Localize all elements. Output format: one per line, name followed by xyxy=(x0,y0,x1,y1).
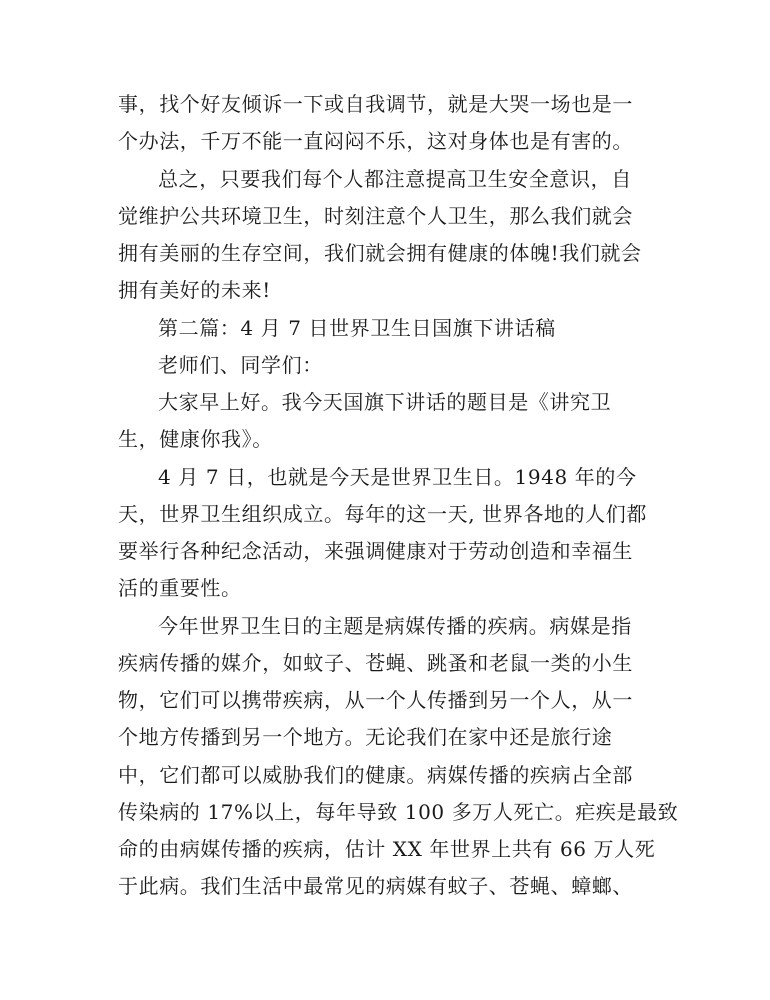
text-line: 个地方传播到另一个地方。无论我们在家中还是旅行途 xyxy=(118,725,613,749)
text-line: 中，它们都可以威胁我们的健康。病媒传播的疾病占全部 xyxy=(118,763,633,787)
text-line: 觉维护公共环境卫生，时刻注意个人卫生，那么我们就会 xyxy=(118,204,633,228)
text-line: 物，它们可以携带疾病，从一个人传播到另一个人，从一 xyxy=(118,688,633,712)
salutation: 老师们、同学们： xyxy=(158,353,323,377)
paragraph-start: 大家早上好。我今天国旗下讲话的题目是《讲究卫 xyxy=(158,390,612,414)
text-line: 事，找个好友倾诉一下或自我调节，就是大哭一场也是一 xyxy=(118,92,633,116)
paragraph-start: 今年世界卫生日的主题是病媒传播的疾病。病媒是指 xyxy=(158,614,632,638)
text-line: 个办法，千万不能一直闷闷不乐，这对身体也是有害的。 xyxy=(118,129,633,153)
text-line: 传染病的 17%以上，每年导致 100 多万人死亡。疟疾是最致 xyxy=(118,800,679,824)
paragraph-start: 总之，只要我们每个人都注意提高卫生安全意识，自 xyxy=(158,167,632,191)
paragraph-start: 4 月 7 日，也就是今天是世界卫生日。1948 年的今 xyxy=(158,465,637,489)
text-line: 生，健康你我》。 xyxy=(118,427,273,451)
text-line: 天，世界卫生组织成立。每年的这一天, 世界各地的人们都 xyxy=(118,502,647,526)
text-line: 命的由病媒传播的疾病，估计 XX 年世界上共有 66 万人死 xyxy=(118,837,656,861)
text-line: 活的重要性。 xyxy=(118,576,242,600)
section-heading: 第二篇：4 月 7 日世界卫生日国旗下讲话稿 xyxy=(158,316,556,340)
text-line: 拥有美丽的生存空间，我们就会拥有健康的体魄!我们就会 xyxy=(118,241,642,265)
text-line: 于此病。我们生活中最常见的病媒有蚊子、苍蝇、蟑螂、 xyxy=(118,874,633,898)
text-line: 要举行各种纪念活动，来强调健康对于劳动创造和幸福生 xyxy=(118,539,633,563)
text-line: 疾病传播的媒介，如蚊子、苍蝇、跳蚤和老鼠一类的小生 xyxy=(118,651,633,675)
text-line: 拥有美好的未来! xyxy=(118,278,271,302)
